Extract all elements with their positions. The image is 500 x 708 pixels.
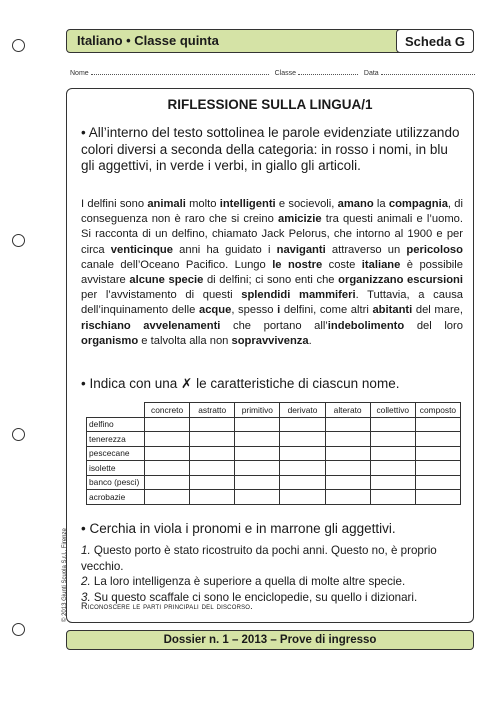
passage-text: , di conseguenza non è raro che si creino bbox=[81, 198, 463, 226]
exercise-title: RIFLESSIONE SULLA LINGUA/1 bbox=[167, 97, 373, 112]
answer-cell[interactable] bbox=[145, 432, 190, 447]
answer-cell[interactable] bbox=[325, 417, 370, 432]
passage-text: di delfini; ci sono enti che bbox=[203, 274, 339, 287]
answer-cell[interactable] bbox=[415, 417, 460, 432]
passage-text: tra questi animali e l’uomo. Si racconta di un delfino, chiamato Jack Pelorus, che intorno al 1900 e per circa bbox=[81, 213, 463, 256]
date-label: Data bbox=[363, 70, 379, 77]
answer-cell[interactable] bbox=[145, 446, 190, 461]
sheet-tab: Scheda G bbox=[396, 29, 474, 53]
highlighted-word: italiane bbox=[361, 258, 401, 271]
highlighted-word: naviganti bbox=[276, 243, 326, 256]
answer-cell[interactable] bbox=[145, 461, 190, 476]
column-header: primitivo bbox=[235, 403, 280, 418]
answer-cell[interactable] bbox=[325, 446, 370, 461]
student-info-line bbox=[70, 68, 475, 77]
answer-cell[interactable] bbox=[145, 417, 190, 432]
column-header: derivato bbox=[280, 403, 325, 418]
answer-cell[interactable] bbox=[235, 461, 280, 476]
answer-cell[interactable] bbox=[190, 417, 235, 432]
answer-cell[interactable] bbox=[415, 446, 460, 461]
name-blank bbox=[91, 68, 269, 75]
passage-text: che portano all’ bbox=[220, 319, 328, 332]
answer-cell[interactable] bbox=[370, 446, 415, 461]
row-label: delfino bbox=[87, 417, 145, 432]
answer-cell[interactable] bbox=[325, 432, 370, 447]
answer-cell[interactable] bbox=[190, 461, 235, 476]
sentence-text: Questo porto è stato ricostruito da pochi anni. Questo no, è proprio vecchio. bbox=[81, 544, 437, 573]
learning-objective: Riconoscere le parti principali del discorso. bbox=[81, 601, 253, 611]
highlighted-word: splendidi mammiferi bbox=[241, 289, 356, 302]
answer-cell[interactable] bbox=[235, 490, 280, 505]
answer-cell[interactable] bbox=[370, 475, 415, 490]
table-row bbox=[87, 475, 461, 490]
answer-cell[interactable] bbox=[190, 446, 235, 461]
table-row bbox=[87, 446, 461, 461]
answer-cell[interactable] bbox=[145, 490, 190, 505]
class-blank bbox=[298, 68, 358, 75]
answer-cell[interactable] bbox=[370, 490, 415, 505]
answer-cell[interactable] bbox=[415, 490, 460, 505]
answer-cell[interactable] bbox=[325, 490, 370, 505]
answer-cell[interactable] bbox=[370, 417, 415, 432]
highlighted-word: acque bbox=[198, 304, 232, 317]
passage-text: attraverso un bbox=[325, 243, 407, 256]
answer-cell[interactable] bbox=[145, 475, 190, 490]
passage-text: è possibile avvistare bbox=[81, 258, 463, 287]
highlighted-word: pericoloso bbox=[406, 243, 463, 256]
header-title: Italiano • Classe quinta bbox=[77, 33, 219, 48]
highlighted-word: amicizie bbox=[278, 213, 322, 226]
table-row bbox=[87, 432, 461, 447]
passage-text: e talvolta alla non bbox=[138, 334, 232, 347]
binder-hole-icon bbox=[12, 623, 25, 636]
table-header-row bbox=[87, 403, 461, 418]
sentence-text: Su questo scaffale ci sono le enciclopedie, su quello i dizionari. bbox=[90, 590, 418, 604]
reading-passage bbox=[81, 197, 463, 349]
table-corner bbox=[87, 403, 145, 418]
highlighted-word: le nostre bbox=[272, 258, 323, 271]
highlighted-word: intelligenti bbox=[219, 198, 276, 210]
passage-text: coste bbox=[322, 258, 362, 271]
highlighted-word: organismo bbox=[81, 334, 139, 347]
class-label: Classe bbox=[274, 70, 296, 77]
answer-cell[interactable] bbox=[190, 475, 235, 490]
passage-text: del loro bbox=[404, 319, 463, 332]
row-label: banco (pesci) bbox=[87, 475, 145, 490]
table-row bbox=[87, 417, 461, 432]
answer-cell[interactable] bbox=[280, 490, 325, 505]
passage-text: e socievoli, bbox=[275, 198, 338, 210]
answer-cell[interactable] bbox=[370, 461, 415, 476]
answer-cell[interactable] bbox=[415, 475, 460, 490]
highlighted-word: organizzano escursioni bbox=[338, 274, 464, 287]
answer-cell[interactable] bbox=[280, 461, 325, 476]
column-header: alterato bbox=[325, 403, 370, 418]
sentence-number: 3. bbox=[81, 590, 91, 604]
answer-cell[interactable] bbox=[280, 432, 325, 447]
column-header: astratto bbox=[190, 403, 235, 418]
highlighted-word: alcune specie bbox=[129, 274, 204, 287]
passage-text: . bbox=[308, 334, 312, 347]
passage-text: del mare, bbox=[412, 304, 464, 317]
binder-hole-icon bbox=[12, 428, 25, 441]
column-header: concreto bbox=[145, 403, 190, 418]
answer-cell[interactable] bbox=[235, 432, 280, 447]
column-header: collettivo bbox=[370, 403, 415, 418]
instruction-circle: • Cerchia in viola i pronomi e in marrone gli aggettivi. bbox=[81, 521, 396, 536]
highlighted-word: indebolimento bbox=[327, 319, 405, 332]
sentence-item bbox=[81, 574, 463, 590]
answer-cell[interactable] bbox=[235, 417, 280, 432]
name-label: Nome bbox=[70, 70, 89, 77]
row-label: isolette bbox=[87, 461, 145, 476]
answer-cell[interactable] bbox=[235, 475, 280, 490]
highlighted-word: sopravvivenza bbox=[231, 334, 309, 347]
row-label: tenerezza bbox=[87, 432, 145, 447]
worksheet-footer: Dossier n. 1 – 2013 – Prove di ingresso bbox=[66, 630, 474, 650]
passage-text: molto bbox=[185, 198, 220, 210]
highlighted-word: animali bbox=[147, 198, 186, 210]
answer-cell[interactable] bbox=[235, 446, 280, 461]
column-header: composto bbox=[415, 403, 460, 418]
binder-hole-icon bbox=[12, 39, 25, 52]
exercise-box bbox=[66, 88, 474, 623]
row-label: acrobazie bbox=[87, 490, 145, 505]
passage-text: canale dell’Oceano Pacifico. Lungo bbox=[81, 258, 273, 271]
copyright-notice: © 2013 Giunti Scuola S.r.l., Firenze bbox=[62, 528, 68, 622]
passage-text: . Tuttavia, a causa dell’inquinamento delle bbox=[81, 289, 464, 317]
row-label: pescecane bbox=[87, 446, 145, 461]
date-blank bbox=[381, 68, 475, 75]
highlighted-word: venticinque bbox=[110, 243, 173, 256]
instruction-underline: • All’interno del testo sottolinea le parole evidenziate utilizzando colori diversi a seconda della categoria: in rosso i nomi, in blu gli aggettivi, in verde i verbi, in giallo gli articoli. bbox=[81, 125, 460, 173]
answer-cell[interactable] bbox=[325, 475, 370, 490]
sentence-number: 1. bbox=[81, 544, 91, 557]
answer-cell[interactable] bbox=[280, 446, 325, 461]
highlighted-word: abitanti bbox=[372, 304, 413, 317]
passage-text: la bbox=[373, 198, 389, 210]
answer-cell[interactable] bbox=[325, 461, 370, 476]
worksheet-header bbox=[66, 29, 474, 53]
highlighted-word: amano bbox=[337, 198, 374, 210]
sentence-text: La loro intelligenza è superiore a quella di molte altre specie. bbox=[90, 575, 406, 589]
highlighted-word: rischiano avvelenamenti bbox=[81, 319, 221, 332]
answer-cell[interactable] bbox=[415, 461, 460, 476]
table-row bbox=[87, 461, 461, 476]
highlighted-word: compagnia bbox=[388, 198, 448, 210]
passage-text: delfini, come altri bbox=[280, 304, 373, 317]
binder-hole-icon bbox=[12, 234, 25, 247]
answer-cell[interactable] bbox=[280, 475, 325, 490]
passage-text: per l’avvistamento di questi bbox=[81, 289, 242, 302]
passage-text: , spesso bbox=[231, 304, 278, 317]
sentence-list bbox=[81, 543, 463, 605]
answer-cell[interactable] bbox=[190, 432, 235, 447]
answer-cell[interactable] bbox=[370, 432, 415, 447]
answer-cell[interactable] bbox=[415, 432, 460, 447]
answer-cell[interactable] bbox=[190, 490, 235, 505]
answer-cell[interactable] bbox=[280, 417, 325, 432]
noun-characteristics-table bbox=[86, 402, 461, 505]
passage-text: anni ha guidato i bbox=[172, 243, 277, 256]
passage-text: I delfini sono bbox=[81, 198, 148, 210]
table-row bbox=[87, 490, 461, 505]
sentence-number: 2. bbox=[81, 575, 91, 589]
instruction-mark-table: • Indica con una ✗ le caratteristiche di ciascun nome. bbox=[81, 376, 400, 391]
sentence-item bbox=[81, 543, 463, 574]
highlighted-word: i bbox=[277, 304, 281, 317]
